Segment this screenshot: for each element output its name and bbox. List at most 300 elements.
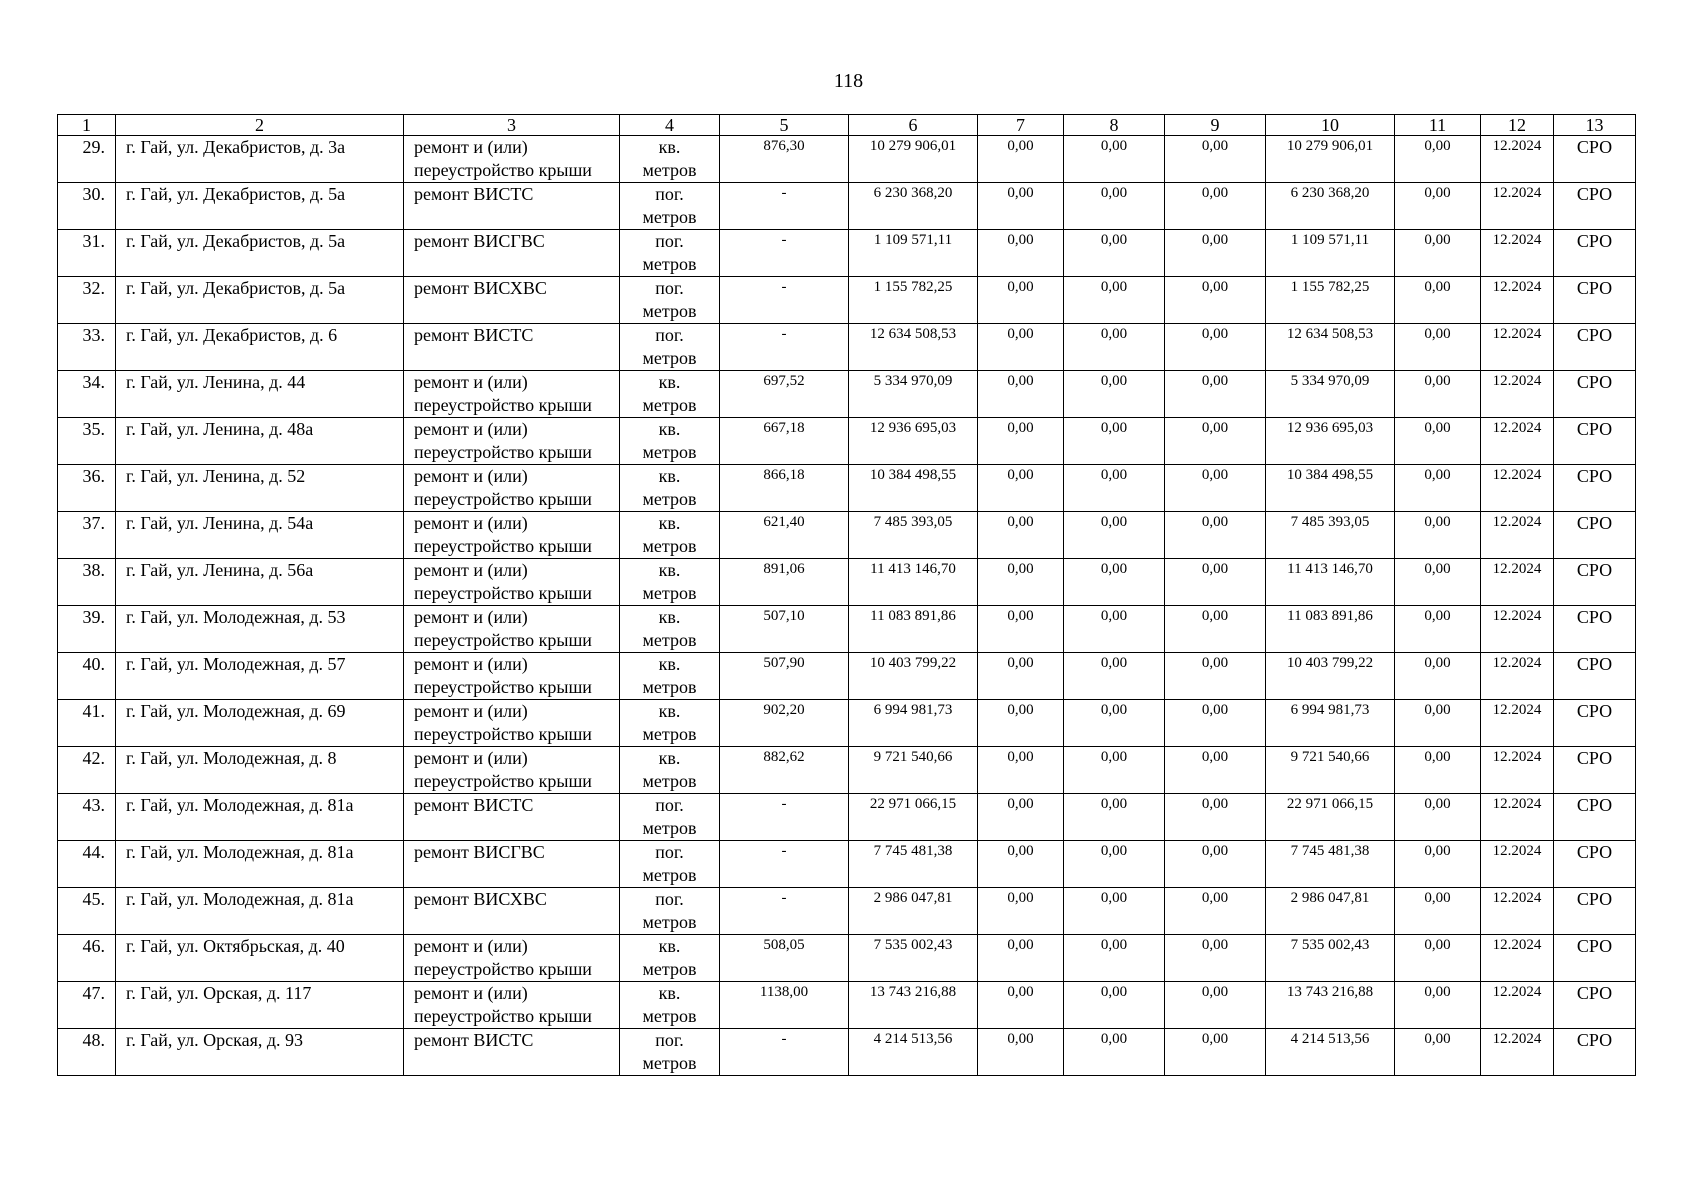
row-number-text: 42. xyxy=(82,748,105,768)
row-number-text: 33. xyxy=(82,325,105,345)
work-type-line1: ремонт ВИСТС xyxy=(414,325,534,345)
col9-text: 0,00 xyxy=(1201,561,1229,577)
address-cell xyxy=(116,700,404,747)
col8-text: 0,00 xyxy=(1100,655,1128,671)
col11-text: 0,00 xyxy=(1424,984,1451,1000)
area-cell xyxy=(720,183,849,230)
total-cost-cell xyxy=(849,747,978,794)
col7-text: 0,00 xyxy=(1007,796,1034,812)
col11-text: 0,00 xyxy=(1424,467,1451,483)
row-number-text: 40. xyxy=(82,654,105,674)
col7-text: 0,00 xyxy=(1007,185,1034,201)
col7-text: 0,00 xyxy=(1007,843,1034,859)
unit-line2: метров xyxy=(642,912,697,932)
address-cell xyxy=(116,465,404,512)
area-text: - xyxy=(781,890,787,906)
work-type-line2: переустройство крыши xyxy=(414,536,592,556)
work-type-line1: ремонт и (или) xyxy=(414,513,528,533)
source-text: СРО xyxy=(1576,466,1613,486)
area-text: 508,05 xyxy=(763,937,805,953)
deadline-cell xyxy=(1481,935,1554,982)
work-type-line1: ремонт и (или) xyxy=(414,607,528,627)
row-number xyxy=(58,653,116,700)
col10-text: 4 214 513,56 xyxy=(1290,1031,1370,1047)
col9-text: 0,00 xyxy=(1201,796,1229,812)
col11-cell xyxy=(1395,700,1481,747)
row-number-text: 46. xyxy=(82,936,105,956)
address-cell xyxy=(116,841,404,888)
work-type-line1: ремонт и (или) xyxy=(414,983,528,1003)
area-cell xyxy=(720,653,849,700)
unit-line1: кв. xyxy=(658,701,681,721)
col9-cell xyxy=(1165,183,1266,230)
row-number-text: 34. xyxy=(82,372,105,392)
col8-text: 0,00 xyxy=(1100,279,1128,295)
col11-cell xyxy=(1395,559,1481,606)
col8-cell xyxy=(1064,982,1165,1029)
unit-cell xyxy=(620,747,720,794)
col8-cell xyxy=(1064,418,1165,465)
col10-cell xyxy=(1266,418,1395,465)
col8-cell xyxy=(1064,277,1165,324)
col9-text: 0,00 xyxy=(1201,514,1229,530)
col9-text: 0,00 xyxy=(1201,890,1229,906)
col10-cell xyxy=(1266,1029,1395,1076)
row-number-text: 43. xyxy=(82,795,105,815)
deadline-text: 12.2024 xyxy=(1492,185,1542,201)
source-text: СРО xyxy=(1576,184,1613,204)
source-text: СРО xyxy=(1576,1030,1613,1050)
address-text: г. Гай, ул. Молодежная, д. 81а xyxy=(126,795,354,815)
area-cell xyxy=(720,559,849,606)
total-cost-cell xyxy=(849,324,978,371)
col8-text: 0,00 xyxy=(1100,937,1128,953)
table-row xyxy=(58,277,1636,324)
row-number xyxy=(58,606,116,653)
table-header xyxy=(58,115,1636,136)
unit-line2: метров xyxy=(642,1006,697,1026)
work-type-line2: переустройство крыши xyxy=(414,1006,592,1026)
address-text: г. Гай, ул. Молодежная, д. 53 xyxy=(126,607,346,627)
deadline-text: 12.2024 xyxy=(1492,984,1542,1000)
row-number-text: 31. xyxy=(82,231,105,251)
col11-cell xyxy=(1395,183,1481,230)
col7-cell xyxy=(978,183,1064,230)
col8-cell xyxy=(1064,606,1165,653)
row-number xyxy=(58,418,116,465)
col8-cell xyxy=(1064,935,1165,982)
col7-text: 0,00 xyxy=(1007,467,1034,483)
col8-cell xyxy=(1064,230,1165,277)
deadline-cell xyxy=(1481,982,1554,1029)
col9-text: 0,00 xyxy=(1201,1031,1229,1047)
source-text: СРО xyxy=(1576,936,1613,956)
work-type-cell xyxy=(404,324,620,371)
col10-cell xyxy=(1266,559,1395,606)
col9-cell xyxy=(1165,982,1266,1029)
address-cell xyxy=(116,982,404,1029)
source-cell xyxy=(1554,136,1636,183)
deadline-cell xyxy=(1481,230,1554,277)
total-cost-text: 1 109 571,11 xyxy=(873,232,953,248)
total-cost-cell xyxy=(849,1029,978,1076)
total-cost-cell xyxy=(849,935,978,982)
col7-cell xyxy=(978,277,1064,324)
col11-text: 0,00 xyxy=(1424,138,1451,154)
col11-text: 0,00 xyxy=(1424,702,1451,718)
deadline-text: 12.2024 xyxy=(1492,937,1542,953)
table-row xyxy=(58,559,1636,606)
col11-text: 0,00 xyxy=(1424,373,1451,389)
col10-text: 13 743 216,88 xyxy=(1286,984,1374,1000)
address-text: г. Гай, ул. Молодежная, д. 81а xyxy=(126,842,354,862)
row-number xyxy=(58,512,116,559)
col8-cell xyxy=(1064,794,1165,841)
col11-cell xyxy=(1395,841,1481,888)
unit-line2: метров xyxy=(642,724,697,744)
table-row xyxy=(58,606,1636,653)
work-type-line1: ремонт и (или) xyxy=(414,466,528,486)
total-cost-cell xyxy=(849,559,978,606)
unit-cell xyxy=(620,324,720,371)
col9-text: 0,00 xyxy=(1201,843,1229,859)
col10-cell xyxy=(1266,982,1395,1029)
work-type-cell xyxy=(404,559,620,606)
col11-text: 0,00 xyxy=(1424,279,1451,295)
total-cost-cell xyxy=(849,465,978,512)
unit-line2: метров xyxy=(642,1053,697,1073)
col11-cell xyxy=(1395,747,1481,794)
address-text: г. Гай, ул. Ленина, д. 44 xyxy=(126,372,306,392)
deadline-text: 12.2024 xyxy=(1492,138,1542,154)
col10-cell xyxy=(1266,136,1395,183)
source-cell xyxy=(1554,747,1636,794)
total-cost-text: 1 155 782,25 xyxy=(873,279,953,295)
deadline-cell xyxy=(1481,653,1554,700)
address-text: г. Гай, ул. Ленина, д. 56а xyxy=(126,560,314,580)
source-cell xyxy=(1554,700,1636,747)
work-type-cell xyxy=(404,418,620,465)
col10-text: 11 083 891,86 xyxy=(1287,608,1373,624)
area-text: 1138,00 xyxy=(759,984,809,1000)
col10-cell xyxy=(1266,841,1395,888)
col10-text: 2 986 047,81 xyxy=(1290,890,1370,906)
area-cell xyxy=(720,230,849,277)
work-type-cell xyxy=(404,136,620,183)
col7-text: 0,00 xyxy=(1007,608,1034,624)
source-text: СРО xyxy=(1576,654,1613,674)
col10-cell xyxy=(1266,888,1395,935)
unit-line1: кв. xyxy=(658,372,681,392)
address-text: г. Гай, ул. Декабристов, д. 3а xyxy=(126,137,346,157)
unit-line2: метров xyxy=(642,160,697,180)
address-cell xyxy=(116,606,404,653)
col9-cell xyxy=(1165,841,1266,888)
header-row xyxy=(58,115,1636,136)
source-text: СРО xyxy=(1576,748,1613,768)
area-text: - xyxy=(781,279,787,295)
col7-cell xyxy=(978,982,1064,1029)
row-number xyxy=(58,136,116,183)
unit-cell xyxy=(620,841,720,888)
col9-text: 0,00 xyxy=(1201,608,1229,624)
work-type-cell xyxy=(404,841,620,888)
col10-cell xyxy=(1266,465,1395,512)
unit-cell xyxy=(620,935,720,982)
area-text: - xyxy=(781,796,787,812)
deadline-cell xyxy=(1481,888,1554,935)
col9-text: 0,00 xyxy=(1201,185,1229,201)
col7-cell xyxy=(978,935,1064,982)
area-text: - xyxy=(781,232,787,248)
total-cost-text: 7 535 002,43 xyxy=(873,937,953,953)
column-header-11: 11 xyxy=(1395,115,1481,136)
table-row xyxy=(58,183,1636,230)
total-cost-cell xyxy=(849,371,978,418)
area-cell xyxy=(720,324,849,371)
col9-cell xyxy=(1165,653,1266,700)
row-number xyxy=(58,183,116,230)
unit-line1: пог. xyxy=(655,1030,684,1050)
total-cost-text: 22 971 066,15 xyxy=(869,796,957,812)
deadline-text: 12.2024 xyxy=(1492,232,1542,248)
row-number-text: 36. xyxy=(82,466,105,486)
col10-text: 10 384 498,55 xyxy=(1286,467,1374,483)
col11-cell xyxy=(1395,230,1481,277)
col9-text: 0,00 xyxy=(1201,984,1229,1000)
deadline-text: 12.2024 xyxy=(1492,890,1542,906)
col9-cell xyxy=(1165,747,1266,794)
work-type-cell xyxy=(404,794,620,841)
source-text: СРО xyxy=(1576,842,1613,862)
source-cell xyxy=(1554,935,1636,982)
unit-cell xyxy=(620,136,720,183)
col8-cell xyxy=(1064,371,1165,418)
col11-cell xyxy=(1395,888,1481,935)
area-cell xyxy=(720,982,849,1029)
unit-cell xyxy=(620,982,720,1029)
address-cell xyxy=(116,183,404,230)
row-number-text: 41. xyxy=(82,701,105,721)
address-cell xyxy=(116,230,404,277)
col7-cell xyxy=(978,371,1064,418)
col7-text: 0,00 xyxy=(1007,138,1034,154)
col9-text: 0,00 xyxy=(1201,702,1229,718)
col7-text: 0,00 xyxy=(1007,937,1034,953)
col11-cell xyxy=(1395,324,1481,371)
source-cell xyxy=(1554,277,1636,324)
source-cell xyxy=(1554,559,1636,606)
col9-cell xyxy=(1165,700,1266,747)
unit-cell xyxy=(620,418,720,465)
address-cell xyxy=(116,418,404,465)
total-cost-text: 7 745 481,38 xyxy=(873,843,953,859)
column-header-10: 10 xyxy=(1266,115,1395,136)
col10-cell xyxy=(1266,371,1395,418)
source-text: СРО xyxy=(1576,137,1613,157)
work-type-line2: переустройство крыши xyxy=(414,395,592,415)
col9-cell xyxy=(1165,371,1266,418)
source-cell xyxy=(1554,841,1636,888)
area-text: - xyxy=(781,326,787,342)
unit-cell xyxy=(620,1029,720,1076)
area-text: 902,20 xyxy=(763,702,805,718)
col10-text: 1 109 571,11 xyxy=(1290,232,1370,248)
source-text: СРО xyxy=(1576,278,1613,298)
col10-cell xyxy=(1266,747,1395,794)
col8-text: 0,00 xyxy=(1100,467,1128,483)
row-number-text: 37. xyxy=(82,513,105,533)
unit-line1: кв. xyxy=(658,983,681,1003)
table-body xyxy=(58,136,1636,1076)
total-cost-text: 7 485 393,05 xyxy=(873,514,953,530)
total-cost-text: 10 403 799,22 xyxy=(869,655,957,671)
deadline-text: 12.2024 xyxy=(1492,1031,1542,1047)
deadline-cell xyxy=(1481,606,1554,653)
col10-text: 7 535 002,43 xyxy=(1290,937,1370,953)
col10-text: 9 721 540,66 xyxy=(1290,749,1370,765)
source-text: СРО xyxy=(1576,513,1613,533)
col8-cell xyxy=(1064,559,1165,606)
deadline-cell xyxy=(1481,183,1554,230)
col9-cell xyxy=(1165,794,1266,841)
unit-line2: метров xyxy=(642,536,697,556)
work-type-line1: ремонт и (или) xyxy=(414,701,528,721)
row-number xyxy=(58,935,116,982)
work-type-line1: ремонт и (или) xyxy=(414,936,528,956)
row-number xyxy=(58,841,116,888)
total-cost-text: 6 994 981,73 xyxy=(873,702,953,718)
address-cell xyxy=(116,1029,404,1076)
source-cell xyxy=(1554,183,1636,230)
table-row xyxy=(58,324,1636,371)
col8-cell xyxy=(1064,512,1165,559)
col9-text: 0,00 xyxy=(1201,420,1229,436)
deadline-cell xyxy=(1481,512,1554,559)
deadline-text: 12.2024 xyxy=(1492,608,1542,624)
col8-cell xyxy=(1064,324,1165,371)
total-cost-text: 5 334 970,09 xyxy=(873,373,953,389)
unit-cell xyxy=(620,465,720,512)
address-cell xyxy=(116,512,404,559)
col11-cell xyxy=(1395,136,1481,183)
unit-line2: метров xyxy=(642,207,697,227)
work-type-line1: ремонт и (или) xyxy=(414,137,528,157)
col9-text: 0,00 xyxy=(1201,937,1229,953)
area-cell xyxy=(720,794,849,841)
col7-cell xyxy=(978,324,1064,371)
col8-text: 0,00 xyxy=(1100,561,1128,577)
work-type-line1: ремонт и (или) xyxy=(414,748,528,768)
deadline-text: 12.2024 xyxy=(1492,796,1542,812)
total-cost-cell xyxy=(849,982,978,1029)
deadline-cell xyxy=(1481,324,1554,371)
column-header-2: 2 xyxy=(116,115,404,136)
source-text: СРО xyxy=(1576,983,1613,1003)
address-cell xyxy=(116,559,404,606)
source-cell xyxy=(1554,653,1636,700)
column-header-5: 5 xyxy=(720,115,849,136)
deadline-text: 12.2024 xyxy=(1492,749,1542,765)
work-type-line1: ремонт ВИСГВС xyxy=(414,842,545,862)
row-number xyxy=(58,888,116,935)
deadline-text: 12.2024 xyxy=(1492,326,1542,342)
source-cell xyxy=(1554,982,1636,1029)
col8-text: 0,00 xyxy=(1100,608,1128,624)
col9-cell xyxy=(1165,277,1266,324)
deadline-cell xyxy=(1481,700,1554,747)
col8-text: 0,00 xyxy=(1100,138,1128,154)
col11-text: 0,00 xyxy=(1424,937,1451,953)
col9-cell xyxy=(1165,465,1266,512)
col8-text: 0,00 xyxy=(1100,702,1128,718)
total-cost-text: 6 230 368,20 xyxy=(873,185,953,201)
table-row xyxy=(58,136,1636,183)
work-type-line1: ремонт и (или) xyxy=(414,372,528,392)
col7-text: 0,00 xyxy=(1007,984,1034,1000)
deadline-text: 12.2024 xyxy=(1492,561,1542,577)
work-type-cell xyxy=(404,277,620,324)
total-cost-text: 11 083 891,86 xyxy=(870,608,956,624)
deadline-cell xyxy=(1481,465,1554,512)
source-cell xyxy=(1554,371,1636,418)
col10-cell xyxy=(1266,606,1395,653)
unit-line1: кв. xyxy=(658,466,681,486)
unit-line1: пог. xyxy=(655,278,684,298)
unit-cell xyxy=(620,606,720,653)
unit-line2: метров xyxy=(642,959,697,979)
col8-text: 0,00 xyxy=(1100,890,1128,906)
col9-text: 0,00 xyxy=(1201,138,1229,154)
area-cell xyxy=(720,465,849,512)
area-text: 507,10 xyxy=(763,608,805,624)
area-text: 667,18 xyxy=(763,420,805,436)
col11-text: 0,00 xyxy=(1424,561,1451,577)
col7-cell xyxy=(978,136,1064,183)
row-number xyxy=(58,465,116,512)
col7-text: 0,00 xyxy=(1007,655,1034,671)
area-text: 697,52 xyxy=(763,373,805,389)
address-text: г. Гай, ул. Молодежная, д. 8 xyxy=(126,748,337,768)
col8-cell xyxy=(1064,183,1165,230)
unit-line1: пог. xyxy=(655,325,684,345)
table-row xyxy=(58,418,1636,465)
col11-text: 0,00 xyxy=(1424,420,1451,436)
col8-cell xyxy=(1064,888,1165,935)
col11-cell xyxy=(1395,935,1481,982)
total-cost-text: 12 634 508,53 xyxy=(869,326,957,342)
area-text: - xyxy=(781,185,787,201)
row-number-text: 38. xyxy=(82,560,105,580)
unit-line1: кв. xyxy=(658,137,681,157)
col11-cell xyxy=(1395,653,1481,700)
work-type-line1: ремонт ВИСГВС xyxy=(414,231,545,251)
col11-text: 0,00 xyxy=(1424,232,1451,248)
total-cost-text: 13 743 216,88 xyxy=(869,984,957,1000)
unit-line1: кв. xyxy=(658,513,681,533)
col9-cell xyxy=(1165,418,1266,465)
col9-cell xyxy=(1165,1029,1266,1076)
source-cell xyxy=(1554,1029,1636,1076)
row-number xyxy=(58,1029,116,1076)
area-cell xyxy=(720,700,849,747)
work-type-cell xyxy=(404,700,620,747)
total-cost-cell xyxy=(849,700,978,747)
area-cell xyxy=(720,1029,849,1076)
area-text: 866,18 xyxy=(763,467,805,483)
col10-text: 1 155 782,25 xyxy=(1290,279,1370,295)
unit-line2: метров xyxy=(642,395,697,415)
